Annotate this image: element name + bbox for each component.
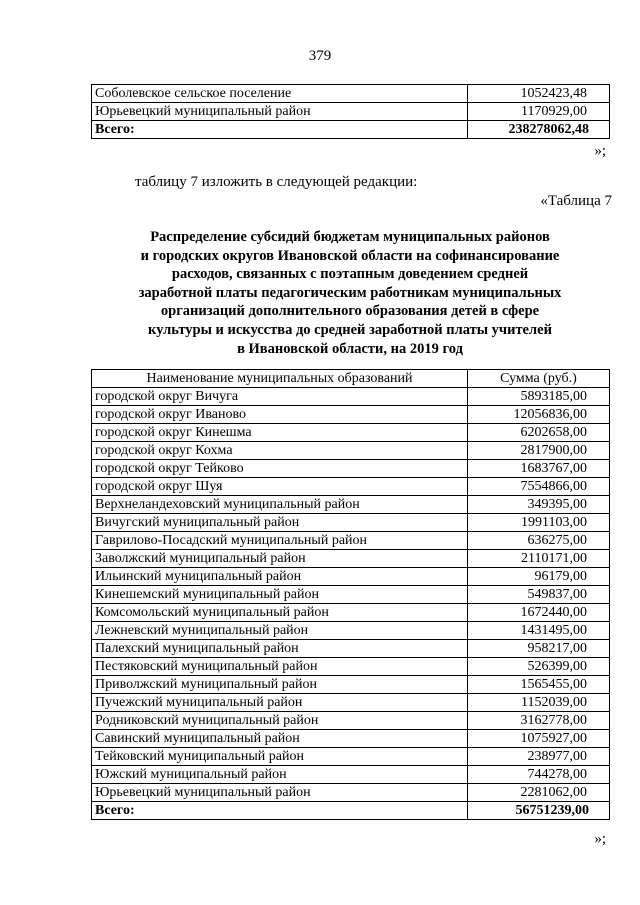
municipality-name: Верхнеландеховский муниципальный район: [92, 496, 468, 514]
table-row: [92, 406, 610, 424]
municipality-name: Родниковский муниципальный район: [92, 712, 468, 730]
table-row: [92, 748, 610, 766]
municipality-name: Пестяковский муниципальный район: [92, 658, 468, 676]
table-row: [92, 532, 610, 550]
subsidy-amount: 1991103,00: [468, 514, 610, 532]
municipality-name: Соболевское сельское поселение: [92, 85, 468, 103]
municipality-name: Палехский муниципальный район: [92, 640, 468, 658]
total-amount: 238278062,48: [468, 121, 610, 139]
table-row: [92, 622, 610, 640]
total-amount: 56751239,00: [468, 802, 610, 820]
table-row: [92, 550, 610, 568]
subsidy-amount: 238977,00: [468, 748, 610, 766]
total-row: [92, 121, 610, 139]
table-title: [90, 228, 610, 358]
subsidy-distribution-table: [91, 369, 610, 820]
municipality-name: городской округ Шуя: [92, 478, 468, 496]
table-row: [92, 478, 610, 496]
table-label: «Таблица 7: [540, 193, 612, 209]
subsidy-amount: 1683767,00: [468, 460, 610, 478]
subsidy-amount: 6202658,00: [468, 424, 610, 442]
municipality-name: Кинешемский муниципальный район: [92, 586, 468, 604]
title-line: организаций дополнительного образования детей в сфере: [160, 303, 540, 320]
total-label: Всего:: [92, 121, 468, 139]
municipality-name: Тейковский муниципальный район: [92, 748, 468, 766]
subsidy-amount: 1170929,00: [468, 103, 610, 121]
municipality-name: городской округ Кохма: [92, 442, 468, 460]
municipality-name: Вичугский муниципальный район: [92, 514, 468, 532]
closing-quote-top: »;: [594, 143, 606, 159]
subsidy-amount: 2817900,00: [468, 442, 610, 460]
table-row: [92, 424, 610, 442]
table-row: [92, 460, 610, 478]
amendment-instruction: таблицу 7 изложить в следующей редакции:: [135, 174, 418, 190]
title-line: расходов, связанных с поэтапным доведением средней: [171, 266, 529, 283]
municipality-name: Савинский муниципальный район: [92, 730, 468, 748]
table-row: [92, 568, 610, 586]
table-row: [92, 604, 610, 622]
table-header-row: [92, 370, 610, 388]
subsidy-amount: 1152039,00: [468, 694, 610, 712]
table-row: [92, 103, 610, 121]
subsidy-amount: 1565455,00: [468, 676, 610, 694]
subsidy-amount: 744278,00: [468, 766, 610, 784]
table-row: [92, 766, 610, 784]
subsidy-amount: 96179,00: [468, 568, 610, 586]
table-row: [92, 658, 610, 676]
municipality-name: Пучежский муниципальный район: [92, 694, 468, 712]
table-row: [92, 694, 610, 712]
municipality-name: городской округ Иваново: [92, 406, 468, 424]
table-row: [92, 676, 610, 694]
subsidy-amount: 1672440,00: [468, 604, 610, 622]
subsidy-amount: 549837,00: [468, 586, 610, 604]
subsidy-amount: 2110171,00: [468, 550, 610, 568]
table-row: [92, 784, 610, 802]
subsidy-amount: 7554866,00: [468, 478, 610, 496]
table-row: [92, 514, 610, 532]
municipality-name: Южский муниципальный район: [92, 766, 468, 784]
title-line: культуры и искусства до средней заработной платы учителей: [148, 321, 552, 338]
municipality-name: Приволжский муниципальный район: [92, 676, 468, 694]
table-row: [92, 85, 610, 103]
table-row: [92, 712, 610, 730]
subsidy-amount: 12056836,00: [468, 406, 610, 424]
subsidy-amount: 636275,00: [468, 532, 610, 550]
table-row: [92, 496, 610, 514]
subsidy-amount: 1431495,00: [468, 622, 610, 640]
table-row: [92, 442, 610, 460]
title-line: и городских округов Ивановской области на софинансирование: [140, 247, 560, 264]
subsidy-amount: 526399,00: [468, 658, 610, 676]
municipality-name: Ильинский муниципальный район: [92, 568, 468, 586]
municipality-name: Заволжский муниципальный район: [92, 550, 468, 568]
municipality-name: Гаврилово-Посадский муниципальный район: [92, 532, 468, 550]
municipality-name: Лежневский муниципальный район: [92, 622, 468, 640]
subsidy-amount: 958217,00: [468, 640, 610, 658]
subsidy-amount: 2281062,00: [468, 784, 610, 802]
table-row: [92, 388, 610, 406]
table-row: [92, 586, 610, 604]
subsidy-amount: 349395,00: [468, 496, 610, 514]
subsidy-amount: 1052423,48: [468, 85, 610, 103]
total-row: [92, 802, 610, 820]
municipality-name: Юрьевецкий муниципальный район: [92, 103, 468, 121]
title-line: заработной платы педагогическим работникам муниципальных: [138, 284, 562, 301]
title-line: в Ивановской области, на 2019 год: [237, 340, 463, 357]
municipality-name: Комсомольский муниципальный район: [92, 604, 468, 622]
table-row: [92, 730, 610, 748]
page-number: 379: [308, 48, 332, 64]
total-label: Всего:: [92, 802, 468, 820]
municipality-name: городской округ Тейково: [92, 460, 468, 478]
municipality-name: Юрьевецкий муниципальный район: [92, 784, 468, 802]
municipality-name: городской округ Кинешма: [92, 424, 468, 442]
closing-quote-bottom: »;: [594, 831, 606, 847]
table-row: [92, 640, 610, 658]
subsidy-amount: 3162778,00: [468, 712, 610, 730]
title-line: Распределение субсидий бюджетам муниципальных районов: [150, 229, 550, 245]
header-amount-column: Сумма (руб.): [468, 370, 610, 388]
subsidy-amount: 1075927,00: [468, 730, 610, 748]
header-name-column: Наименование муниципальных образований: [92, 370, 468, 388]
previous-table-fragment: [91, 84, 610, 139]
municipality-name: городской округ Вичуга: [92, 388, 468, 406]
subsidy-amount: 5893185,00: [468, 388, 610, 406]
